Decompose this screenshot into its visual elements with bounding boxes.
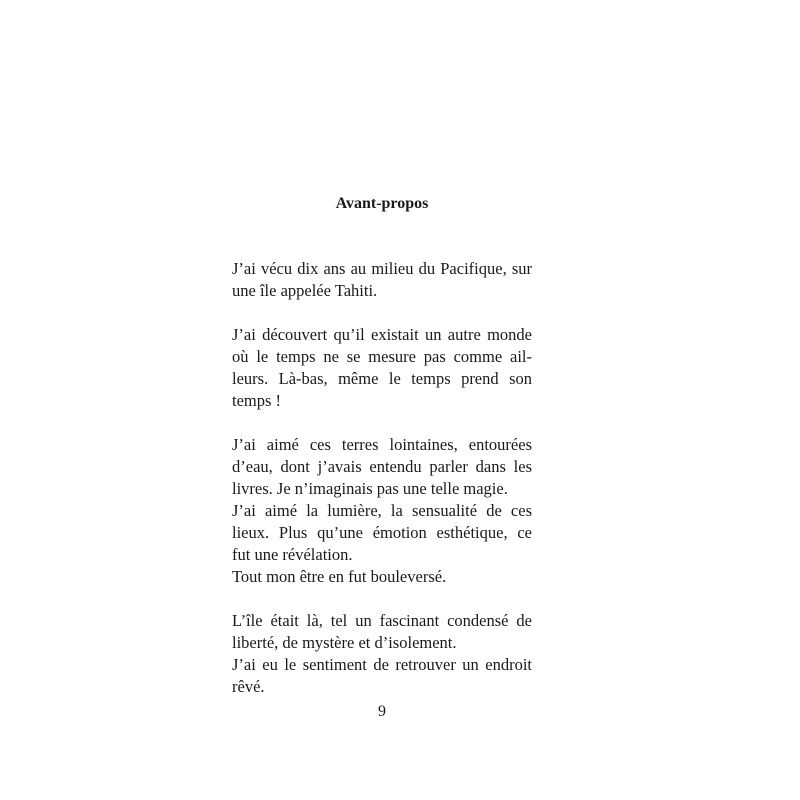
text-line: où le temps ne se mesure pas comme ail- [232, 347, 532, 366]
text-line: J’ai aimé la lumière, la sensualité de ces [232, 501, 532, 520]
text-line: d’eau, dont j’avais entendu parler dans les [232, 457, 532, 476]
text-line: J’ai vécu dix ans au milieu du Pacifique, sur [232, 259, 532, 278]
text-line: L’île était là, tel un fascinant condensé de [232, 611, 532, 630]
text-line: lieux. Plus qu’une émotion esthétique, ce [232, 523, 532, 542]
text-line: livres. Je n’imaginais pas une telle magie. [232, 479, 508, 498]
paragraph-2 [232, 324, 532, 412]
text-line: fut une révélation. [232, 545, 353, 564]
paragraph-3 [232, 434, 532, 588]
page-title: Avant-propos [335, 195, 429, 212]
text-line: rêvé. [232, 677, 265, 696]
text-line: J’ai découvert qu’il existait un autre monde [232, 325, 532, 344]
text-line: une île appelée Tahiti. [232, 281, 378, 300]
text-line: liberté, de mystère et d’isolement. [232, 633, 457, 652]
text-line: leurs. Là-bas, même le temps prend son [232, 369, 532, 388]
paragraph-1 [232, 258, 532, 302]
text-line: temps ! [232, 391, 282, 410]
paragraph-4 [232, 610, 532, 698]
text-line: Tout mon être en fut bouleversé. [232, 567, 447, 586]
page-number: 9 [378, 703, 386, 720]
text-line: J’ai aimé ces terres lointaines, entourées [232, 435, 532, 454]
page-body [232, 258, 532, 720]
text-line: J’ai eu le sentiment de retrouver un endroit [232, 655, 532, 674]
